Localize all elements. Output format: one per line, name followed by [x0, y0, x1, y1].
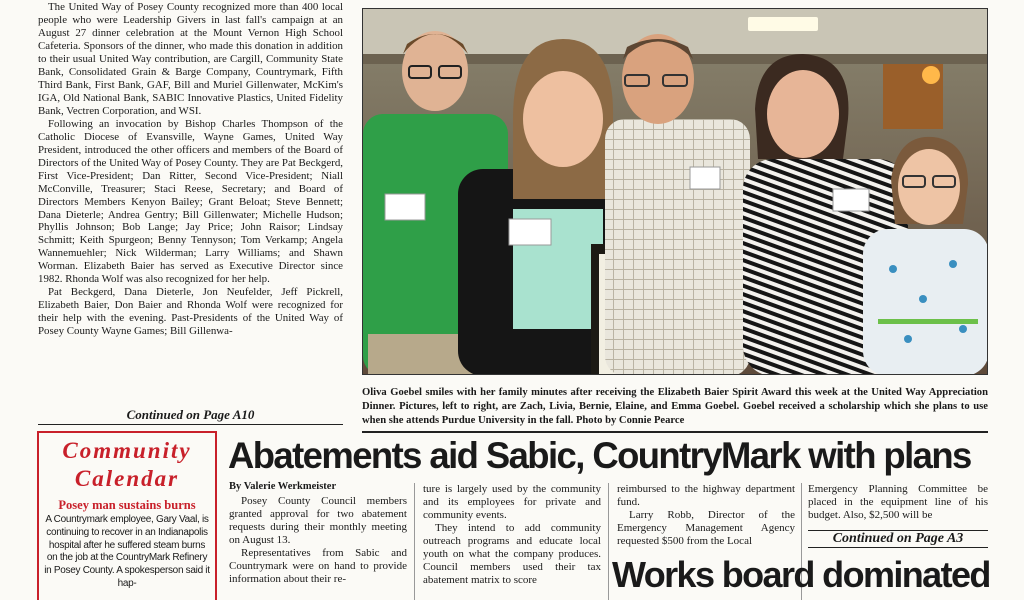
photo-caption: Oliva Goebel smiles with her family minutes after receiving the Elizabeth Baier Spirit Award this week at the United Way Appreciation Dinner. Pictures, left to right, are Zach, Livia, Bernie, Elaine, and Emma Goebel. Goebel received a scholarship which she plans to use when she attends Purdue University in the fall. Photo by Connie Pearce	[362, 387, 988, 427]
sabic-continued-line[interactable]: Continued on Page A3	[808, 530, 988, 548]
article-column-1	[229, 495, 407, 586]
article-col1-para-2: Representatives from Sabic and Countrymark were on hand to provide information about their re-	[229, 546, 407, 585]
calendar-title-line-2: Calendar	[74, 465, 180, 491]
lead-continued-line[interactable]: Continued on Page A10	[38, 407, 343, 425]
article-column-4	[808, 483, 988, 522]
byline: By Valerie Werkmeister	[229, 481, 337, 492]
column-divider	[414, 483, 415, 600]
family-photo	[362, 8, 988, 375]
calendar-item-body: A Countrymark employee, Gary Vaal, is continuing to recover in an Indianapolis hospital after he suffered steam burns on the job at the CountryMark Refinery in Posey County. A spokesperson said it hap-	[44, 514, 210, 589]
article-column-3	[617, 483, 795, 548]
lead-paragraph-1: The United Way of Posey County recognized more than 400 local people who were Leadership Givers in last fall's campaign at an August 27 dinner celebration at the Mount Vernon High School Cafeteria. Sponsors of the dinner, who made this donation in addition to their usual United Way contribution, are Cargill, Community State Bank, Consolidated Grain & Barge Company, Countrymark, Fifth Third Bank, First Bank, GAF, Bill and Muriel Gillenwater, McKim's IGA, Old National Bank, SABIC Innovative Plastics, United Fidelity Bank, Vectren Corporation, and WSI.	[38, 1, 343, 117]
sabic-headline: Abatements aid Sabic, CountryMark with plans	[228, 435, 971, 476]
calendar-title	[39, 437, 215, 492]
lead-paragraph-2: Following an invocation by Bishop Charles Thompson of the Catholic Diocese of Evansville, Wayne Games, United Way President, introduced the other officers and members of the Board of Directors of the United Way of Posey County. They are Pat Beckgerd, First Vice-President; Dan Ritter, Second Vice-President; Niall McConville, Treasurer; Staci Reese, Secretary; and Board of Directors Members Kenyon Bailey; Grant Beloat; Steve Bennett; Dana Dieterle; Andrea Gentry; Bill Gillenwater; Michelle Hudson; Phyllis Johnson; Bob Lange; Jay Price; John Raisor; Lindsay Schmitt; Keith Spurgeon; Benny Tennyson; Tom Verkamp; Angela Wannemuehler; Nick Wilderman; Larry Williams; and Shawn Worman. Elizabeth Baier has served as Executive Director since 1982. Rhonda Wolf was also recognized for her help.	[38, 117, 343, 286]
article-col2-para-1: ture is largely used by the community and its employees for private and community events.	[423, 483, 601, 521]
article-column-2	[423, 483, 601, 587]
calendar-title-line-1: Community	[62, 438, 192, 463]
lead-article-column	[38, 1, 343, 401]
lead-paragraph-3: Pat Beckgerd, Dana Dieterle, Jon Neufelder, Jeff Pickrell, Elizabeth Baier, Don Baier and Rhonda Wolf were recognized for their help with the evening. Past-Presidents of the United Way of Posey County Wayne Games; Bill Gillenwa-	[38, 286, 343, 338]
article-col3-para-2: Larry Robb, Director of the Emergency Management Agency requested $500 from the Local	[617, 508, 795, 547]
column-divider	[608, 483, 609, 600]
article-col2-para-2: They intend to add community outreach programs and educate local youth on what the company produces. Council members used their tax abatement matrix to score	[423, 521, 601, 586]
caption-divider	[362, 431, 988, 433]
article-col1-para-1: Posey County Council members granted approval for two abatement requests during their monthly meeting on August 13.	[229, 495, 407, 546]
calendar-item-headline: Posey man sustains burns	[58, 498, 196, 513]
article-col4-para-1: Emergency Planning Committee be placed in the equipment line of his budget. Also, $2,500 will be	[808, 483, 988, 521]
article-col3-para-1: reimbursed to the highway department fund.	[617, 483, 795, 508]
cut-off-subhead	[612, 594, 988, 600]
community-calendar-box	[37, 431, 217, 600]
works-board-headline: Works board dominated	[612, 554, 990, 595]
